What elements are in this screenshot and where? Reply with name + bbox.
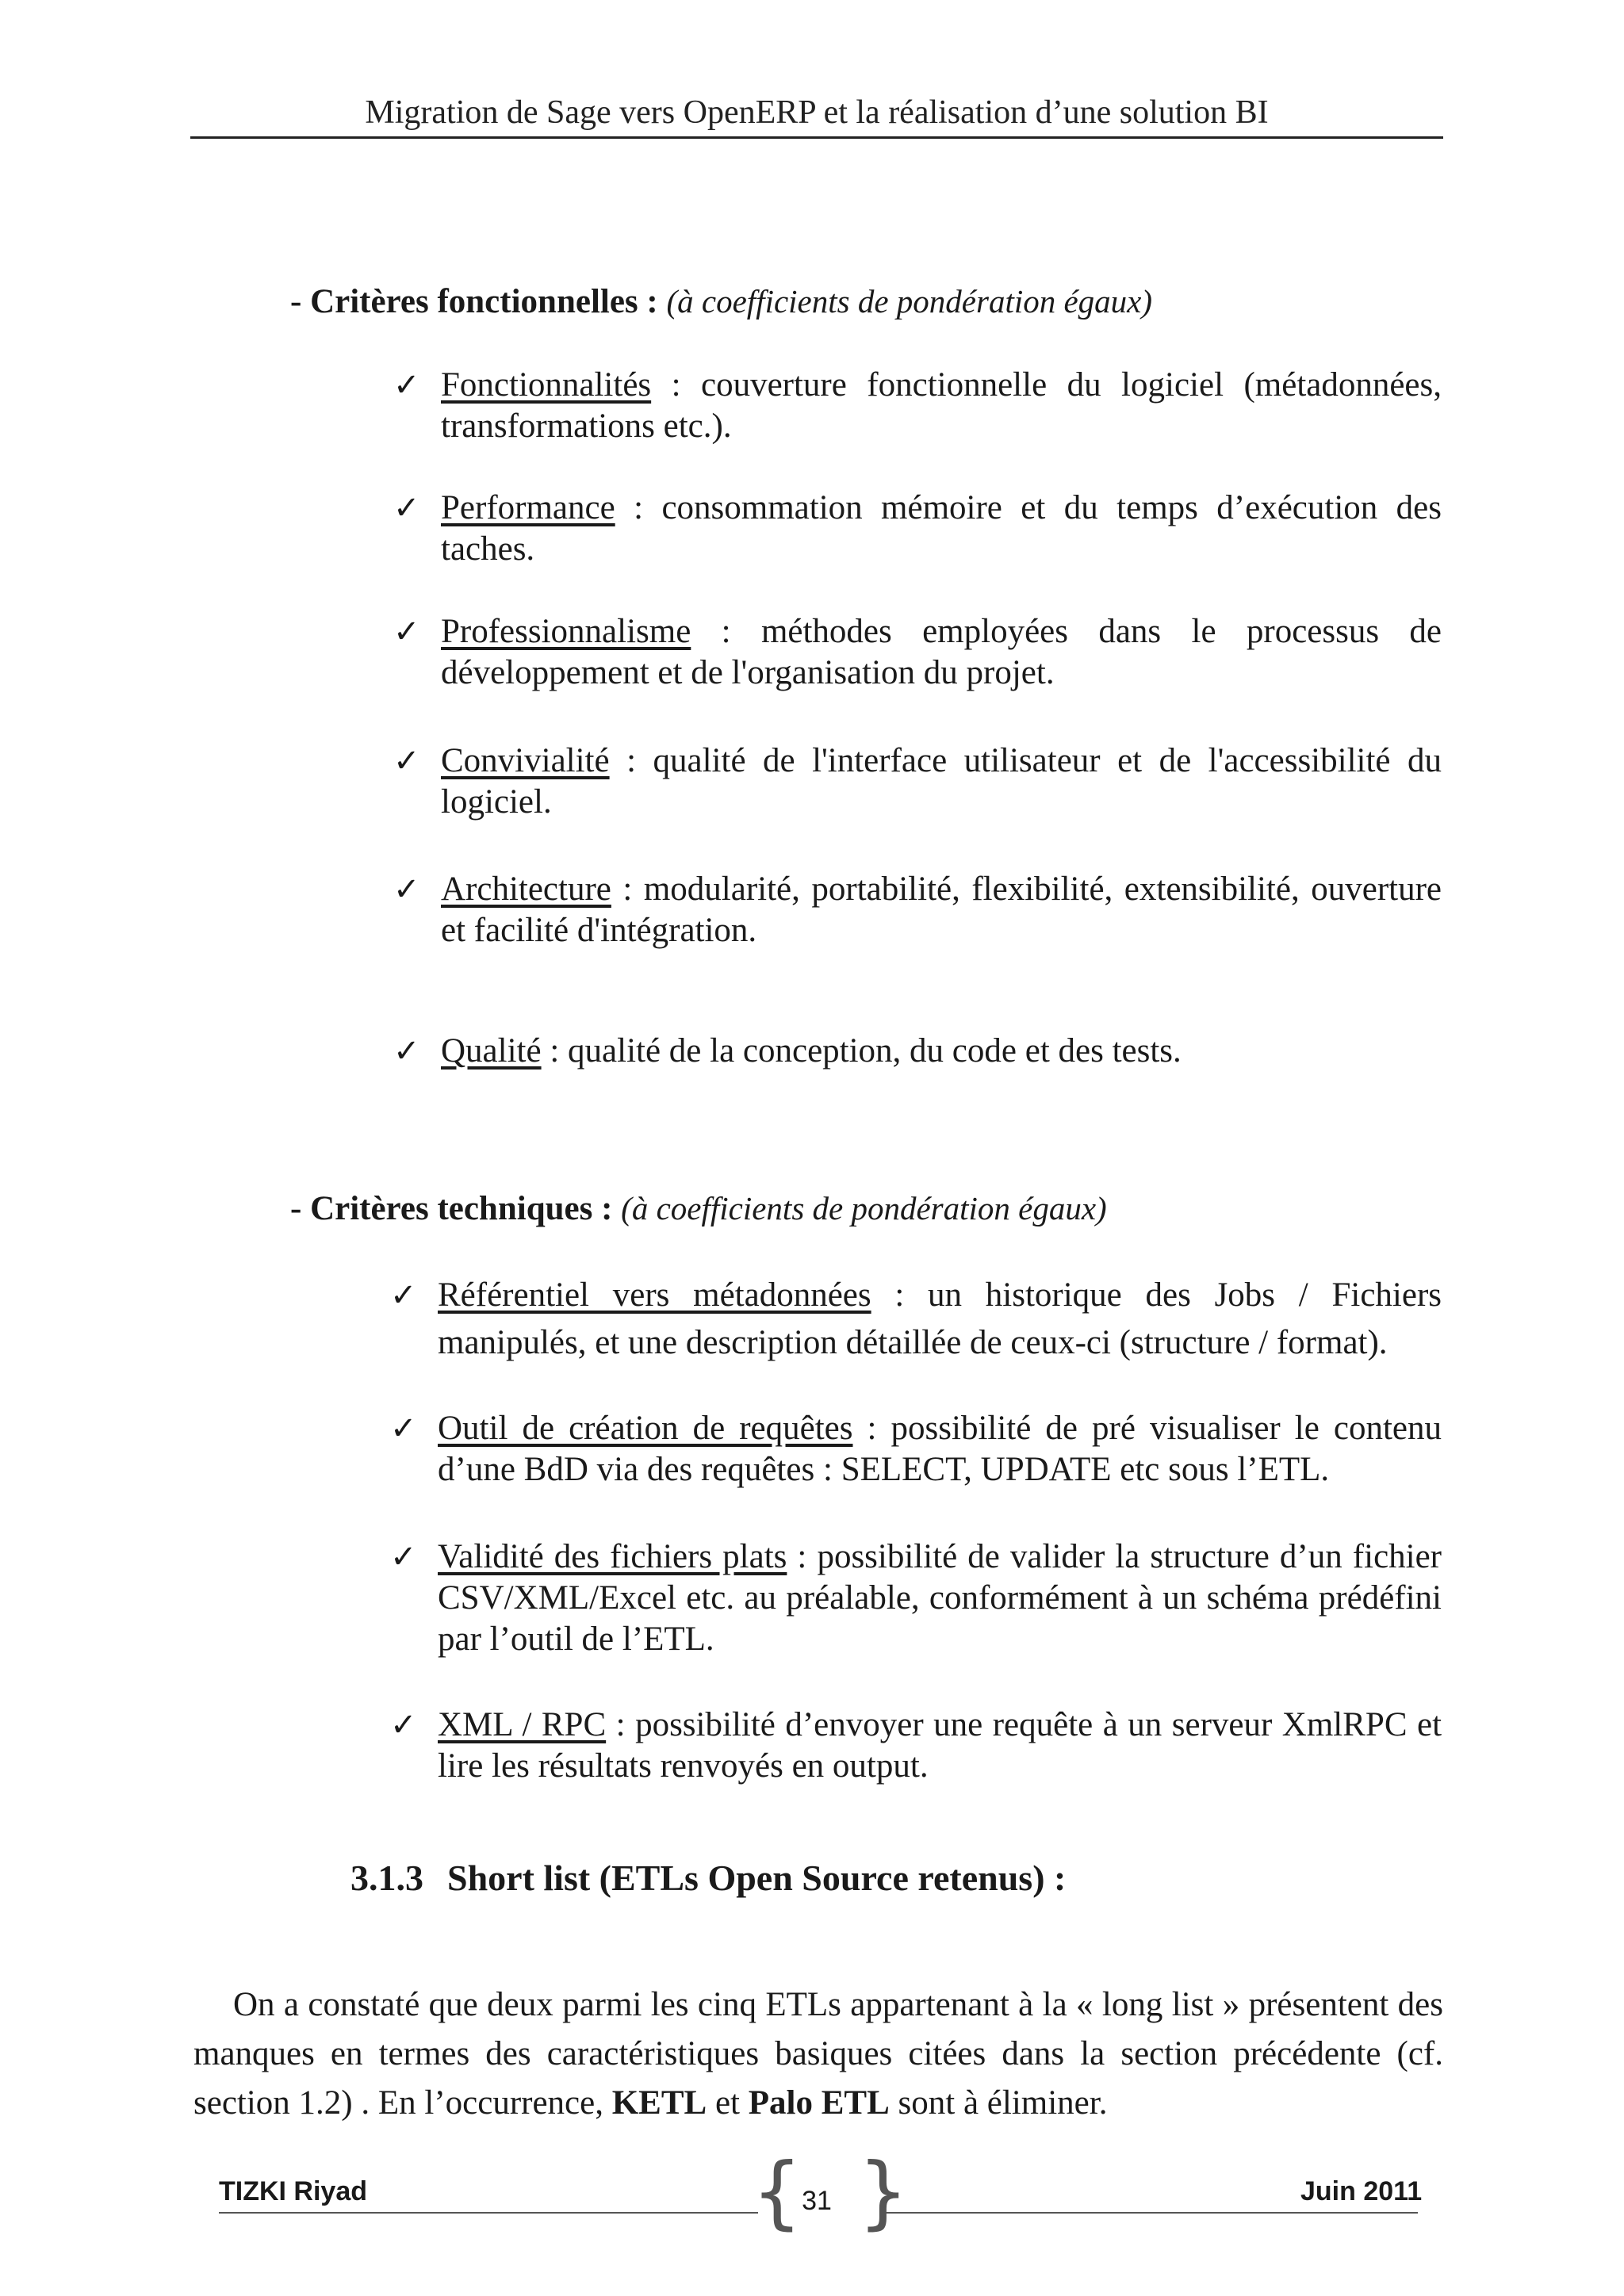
check-icon: ✓ <box>393 614 420 650</box>
list-item <box>393 488 1442 570</box>
functional-criteria-heading <box>290 282 1152 321</box>
footer-author: TIZKI Riyad <box>219 2176 368 2206</box>
page-number: 31 <box>802 2186 832 2216</box>
criterion-term: Fonctionnalités <box>441 366 652 404</box>
criterion-separator: : <box>615 489 662 526</box>
criterion-text: méthodes employées dans le processus de développement et de l'organisation du projet. <box>441 613 1442 691</box>
header-divider <box>190 136 1443 139</box>
check-icon: ✓ <box>390 1539 417 1575</box>
left-brace-icon: { <box>752 2145 802 2238</box>
technical-criteria-note: (à coefficients de pondération égaux) <box>621 1190 1107 1226</box>
check-icon: ✓ <box>390 1277 417 1314</box>
etl-name-palo: Palo ETL <box>748 2084 890 2122</box>
criterion-separator: : <box>606 1706 636 1743</box>
criterion-term: Validité des fichiers plats <box>438 1538 787 1575</box>
paragraph-text: On a constaté que deux parmi les cinq ETLs appartenant à la « long list » présentent des manques en termes des caractéristiques basiques citées dans la section précédente (cf. section 1.2) . En l’occurrence, <box>193 1986 1443 2122</box>
list-item <box>390 1705 1442 1787</box>
criterion-separator: : <box>852 1410 891 1447</box>
check-icon: ✓ <box>393 871 420 908</box>
paragraph-text: sont à éliminer. <box>889 2084 1108 2122</box>
right-brace-icon: } <box>858 2145 909 2238</box>
check-icon: ✓ <box>393 743 420 779</box>
criterion-text: qualité de la conception, du code et des tests. <box>568 1032 1182 1070</box>
criterion-separator: : <box>651 366 701 404</box>
criterion-text: possibilité de valider la structure d’un fichier CSV/XML/Excel etc. au préalable, conformément à un schéma prédéfini par l’outil de l’ETL. <box>438 1538 1442 1658</box>
list-item <box>393 611 1442 694</box>
functional-criteria-label: - Critères fonctionnelles : <box>290 283 658 320</box>
check-icon: ✓ <box>393 367 420 404</box>
criterion-term: Convivialité <box>441 742 610 779</box>
criterion-separator: : <box>611 871 644 908</box>
list-item <box>393 740 1442 823</box>
subsection-title: Short list (ETLs Open Source retenus) : <box>447 1858 1067 1898</box>
criterion-separator: : <box>691 613 761 650</box>
criterion-term: Référentiel vers métadonnées <box>438 1276 871 1314</box>
criterion-term: XML / RPC <box>438 1706 607 1743</box>
criterion-text: possibilité de pré visualiser le contenu d’une BdD via des requêtes : SELECT, UPDATE etc sous l’ETL. <box>438 1410 1442 1488</box>
check-icon: ✓ <box>393 490 420 526</box>
list-item <box>390 1536 1442 1660</box>
criterion-separator: : <box>609 742 653 779</box>
criterion-term: Architecture <box>441 871 611 908</box>
technical-criteria-label: - Critères techniques : <box>290 1190 613 1227</box>
functional-criteria-note: (à coefficients de pondération égaux) <box>666 283 1153 320</box>
etl-name-ketl: KETL <box>611 2084 707 2122</box>
footer-divider-left <box>219 2212 758 2214</box>
criterion-term: Qualité <box>441 1032 542 1070</box>
check-icon: ✓ <box>390 1410 417 1447</box>
criterion-term: Outil de création de requêtes <box>438 1410 853 1447</box>
technical-criteria-heading <box>290 1189 1107 1228</box>
footer-date: Juin 2011 <box>1300 2176 1423 2206</box>
list-item <box>393 365 1442 447</box>
criterion-text: un historique des Jobs / Fichiers manipulés, et une description détaillée de ceux-ci (structure / format). <box>438 1276 1442 1361</box>
body-paragraph <box>193 1980 1443 2128</box>
criterion-separator: : <box>787 1538 818 1575</box>
criterion-text: couverture fonctionnelle du logiciel (métadonnées, transformations etc.). <box>441 366 1442 445</box>
criterion-text: consommation mémoire et du temps d’exécution des taches. <box>441 489 1442 568</box>
subsection-heading <box>350 1857 1066 1899</box>
footer-divider-right <box>880 2212 1418 2214</box>
criterion-text: qualité de l'interface utilisateur et de l'accessibilité du logiciel. <box>441 742 1442 821</box>
criterion-text: possibilité d’envoyer une requête à un serveur XmlRPC et lire les résultats renvoyés en output. <box>438 1706 1442 1785</box>
criterion-separator: : <box>871 1276 929 1314</box>
list-item <box>393 869 1442 951</box>
criterion-term: Professionnalisme <box>441 613 691 650</box>
criterion-separator: : <box>541 1032 569 1070</box>
list-item <box>393 1031 1442 1072</box>
subsection-number: 3.1.3 <box>350 1858 423 1898</box>
criterion-text: modularité, portabilité, flexibilité, extensibilité, ouverture et facilité d'intégration. <box>441 871 1442 949</box>
paragraph-text: et <box>707 2084 749 2122</box>
list-item <box>390 1408 1442 1490</box>
check-icon: ✓ <box>393 1033 420 1070</box>
check-icon: ✓ <box>390 1707 417 1743</box>
page-header-title: Migration de Sage vers OpenERP et la réalisation d’une solution BI <box>365 94 1269 131</box>
list-item <box>390 1272 1442 1367</box>
criterion-term: Performance <box>441 489 615 526</box>
